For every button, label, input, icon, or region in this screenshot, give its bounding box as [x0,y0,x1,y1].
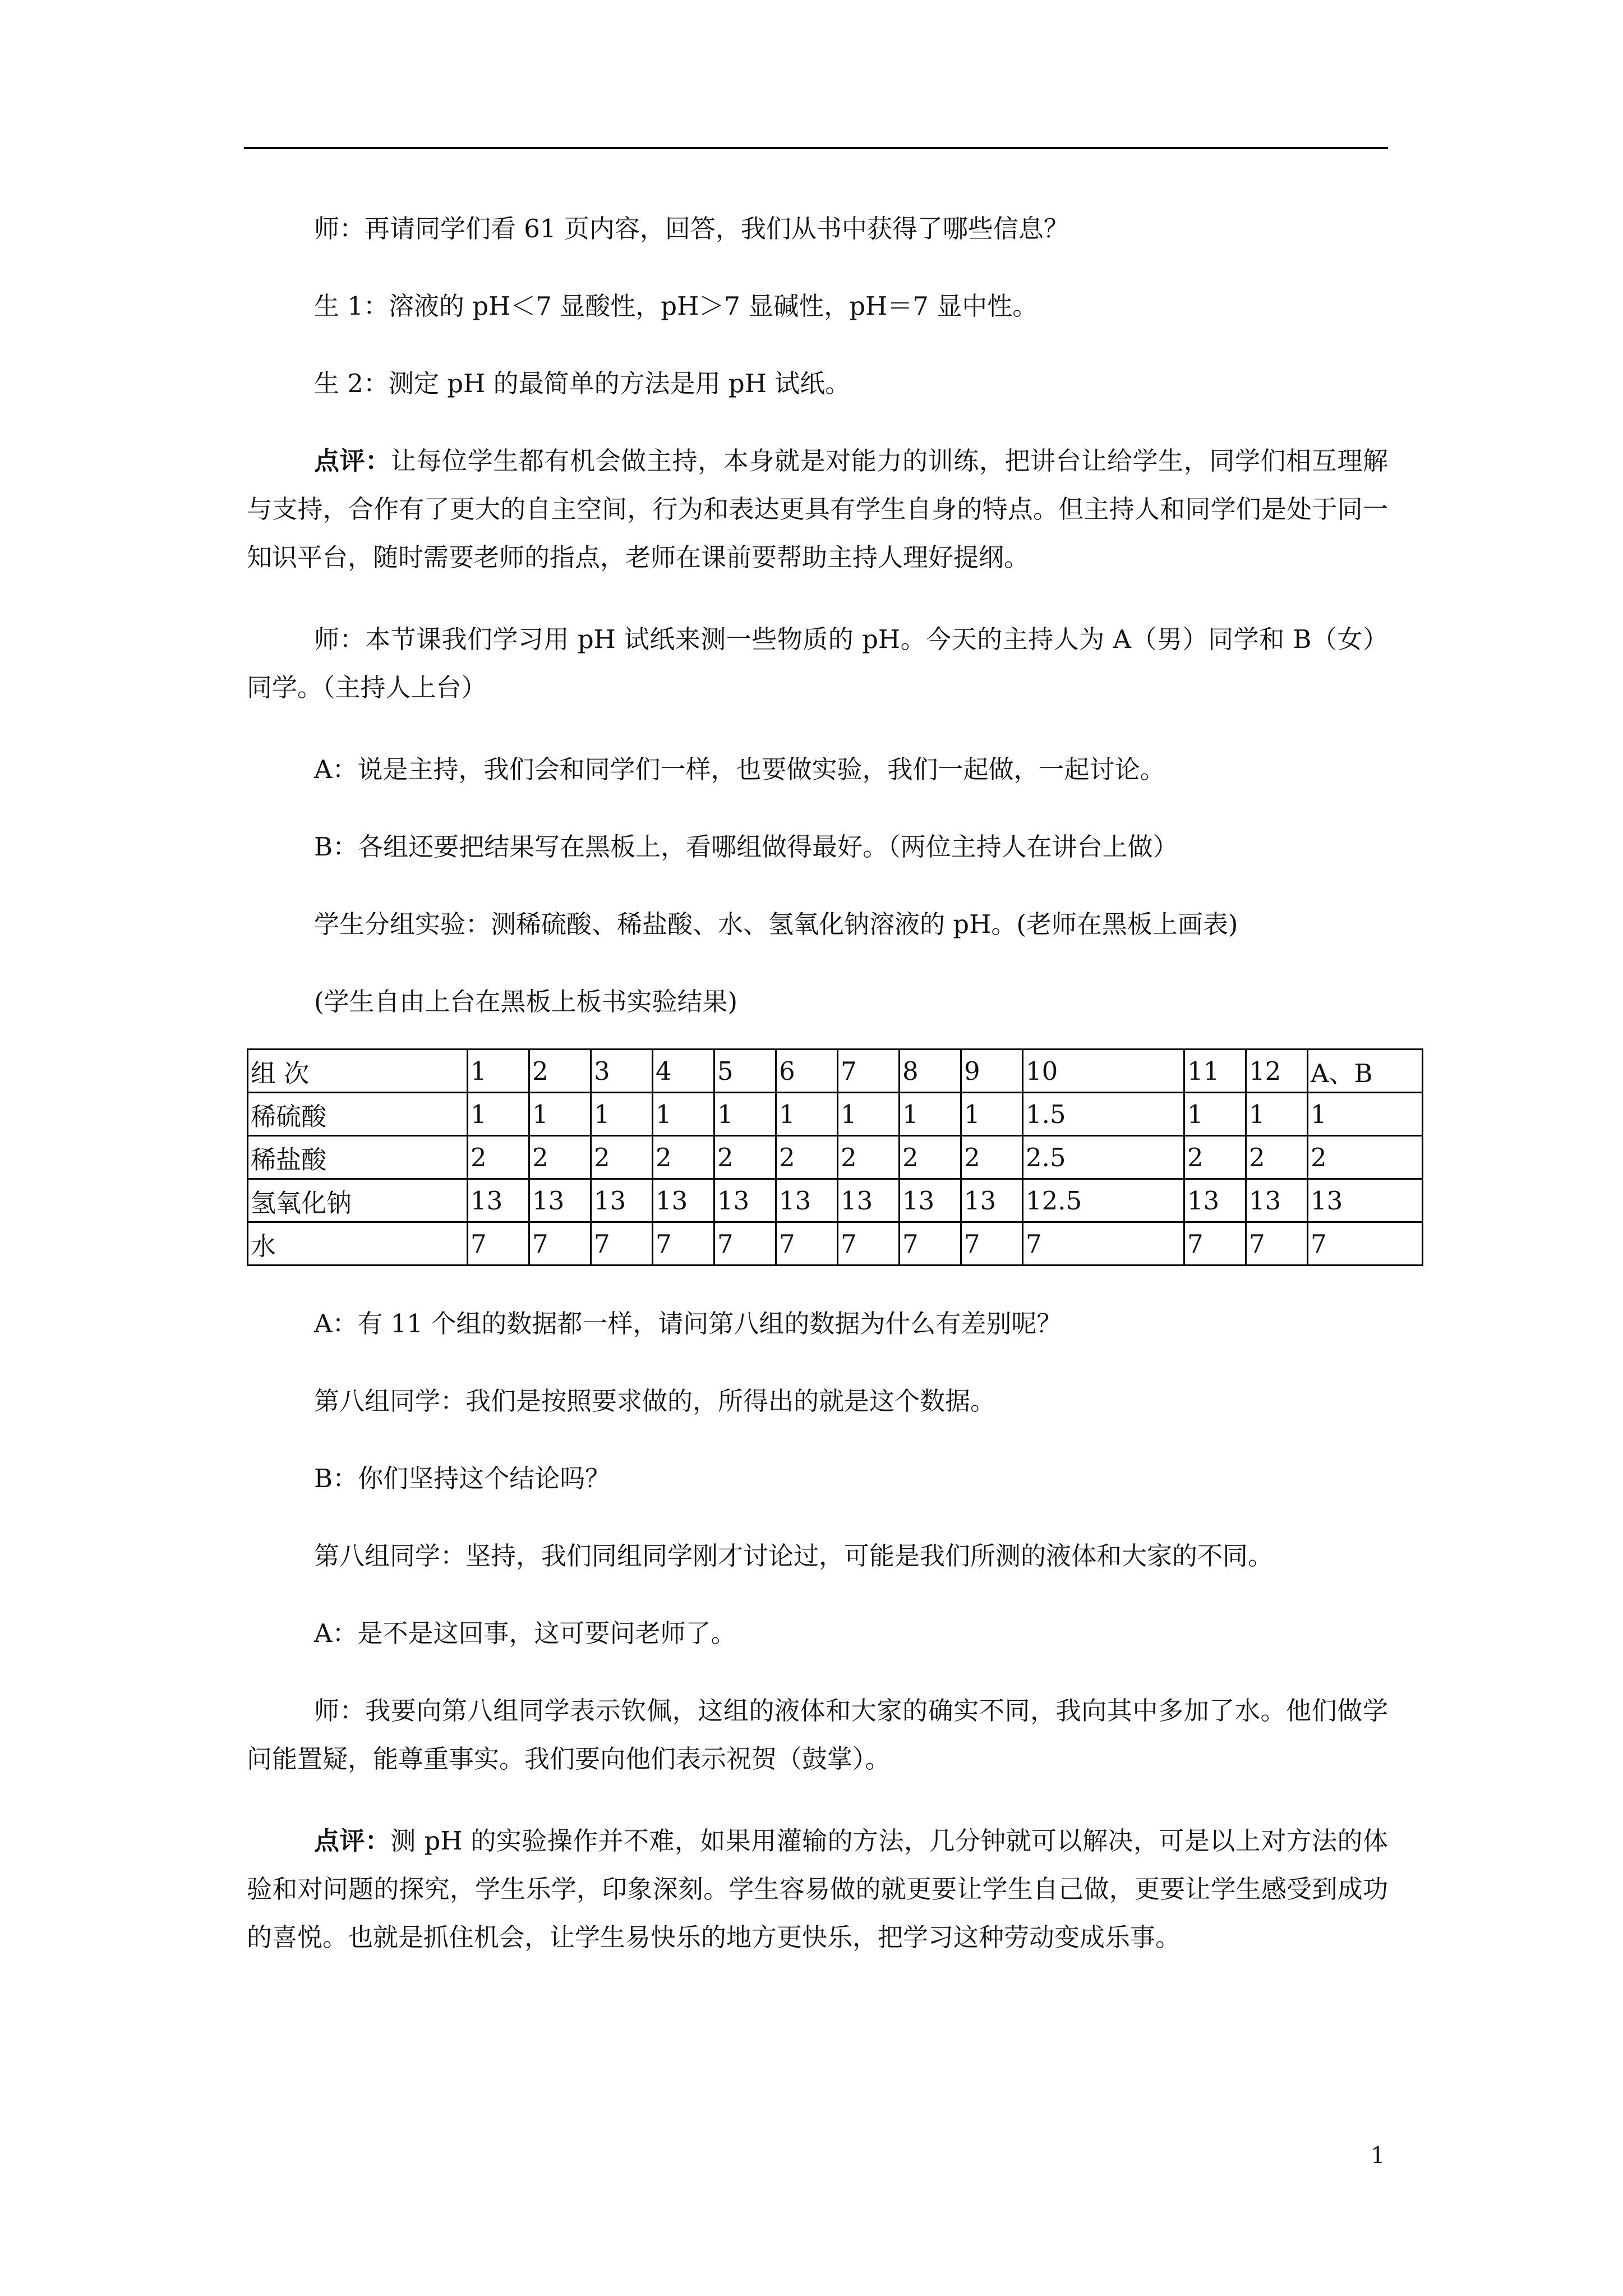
table-cell: 2 [838,1136,900,1179]
paragraph-teacher-answer: 师：我要向第八组同学表示钦佩，这组的液体和大家的确实不同，我向其中多加了水。他们做学问能置疑，能尊重事实。我们要向他们表示祝贺（鼓掌）。 [247,1696,1388,1774]
table-cell: 13 [591,1179,653,1222]
table-cell: 2 [1308,1136,1423,1179]
paragraph-host-b-question: B：你们坚持这个结论吗？ [314,1464,611,1493]
table-row-label: 水 [248,1222,468,1266]
table-cell: 10 [1023,1050,1184,1093]
comment-text: 让每位学生都有机会做主持，本身就是对能力的训练，把讲台让给学生，同学们相互理解与支持，合作有了更大的自主空间，行为和表达更具有学生自身的特点。但主持人和同学们是处于同一知识平台，随时需要老师的指点，老师在课前要帮助主持人理好提纲。 [247,446,1388,572]
table-row-label: 氢氧化钠 [248,1179,468,1222]
comment-label: 点评： [314,446,391,476]
table-cell: 2 [468,1136,529,1179]
table-cell: 12 [1246,1050,1308,1093]
table-cell: 7 [900,1222,961,1266]
table-cell: 7 [529,1222,591,1266]
header-rule [244,147,1388,149]
table-cell: 7 [468,1222,529,1266]
table-cell: 1 [961,1093,1023,1136]
table-row [248,1179,1423,1222]
table-cell: 2 [961,1136,1023,1179]
table-cell: 13 [838,1179,900,1222]
table-cell: 1 [776,1093,838,1136]
paragraph-group8-insist: 第八组同学：坚持，我们同组同学刚才讨论过，可能是我们所测的液体和大家的不同。 [314,1541,1274,1571]
table-cell: 1 [529,1093,591,1136]
table-row [248,1222,1423,1266]
table-cell: 11 [1184,1050,1246,1093]
table-cell: 1 [1246,1093,1308,1136]
table-header-row [248,1050,1423,1093]
table-cell: 2.5 [1023,1136,1184,1179]
table-cell: 7 [653,1222,714,1266]
table-cell: 7 [838,1050,900,1093]
table-cell: 2 [776,1136,838,1179]
results-table [247,1048,1423,1266]
paragraph-comment-2 [247,1817,1388,1962]
table-cell: 1 [900,1093,961,1136]
paragraph-comment-1 [247,437,1388,582]
table-cell: 2 [900,1136,961,1179]
table-cell: 13 [529,1179,591,1222]
table-cell: 7 [838,1222,900,1266]
table-cell: 1 [714,1093,776,1136]
table-row-label: 稀硫酸 [248,1093,468,1136]
paragraph-host-a-question: A：有 11 个组的数据都一样，请问第八组的数据为什么有差别呢？ [314,1309,1062,1338]
table-cell: 1 [653,1093,714,1136]
table-cell: 8 [900,1050,961,1093]
table-cell: 13 [1308,1179,1423,1222]
table-row [248,1136,1423,1179]
table-cell: 7 [1308,1222,1423,1266]
page-number: 1 [1371,2143,1385,2169]
table-cell: 7 [1184,1222,1246,1266]
table-cell: 13 [776,1179,838,1222]
table-row-label: 稀盐酸 [248,1136,468,1179]
table-cell: 2 [1246,1136,1308,1179]
table-cell: 6 [776,1050,838,1093]
table-cell: 13 [900,1179,961,1222]
paragraph-student-2: 生 2：测定 pH 的最简单的方法是用 pH 试纸。 [314,369,851,398]
table-cell: 13 [714,1179,776,1222]
table-cell: 7 [961,1222,1023,1266]
table-cell: 3 [591,1050,653,1093]
table-row-label: 组 次 [248,1050,468,1093]
comment-text: 测 pH 的实验操作并不难，如果用灌输的方法，几分钟就可以解决，可是以上对方法的体验和对问题的探究，学生乐学，印象深刻。学生容易做的就更要让学生自己做，更要让学生感受到成功的喜悦。也就是抓住机会，让学生易快乐的地方更快乐，把学习这种劳动变成乐事。 [247,1826,1388,1952]
paragraph-teacher-question: 师：再请同学们看 61 页内容，回答，我们从书中获得了哪些信息？ [314,214,1069,243]
table-cell: 2 [591,1136,653,1179]
table-cell: 7 [1246,1222,1308,1266]
table-cell: 7 [714,1222,776,1266]
table-cell: 1.5 [1023,1093,1184,1136]
table-cell: 7 [776,1222,838,1266]
table-row [248,1093,1423,1136]
table-cell: 2 [653,1136,714,1179]
table-cell: 13 [961,1179,1023,1222]
table-cell: 2 [529,1050,591,1093]
table-cell: 12.5 [1023,1179,1184,1222]
table-cell: 1 [468,1050,529,1093]
paragraph-student-1: 生 1：溶液的 pH＜7 显酸性，pH＞7 显碱性，pH＝7 显中性。 [314,291,1038,321]
paragraph-host-a: A：说是主持，我们会和同学们一样，也要做实验，我们一起做，一起讨论。 [314,754,1165,784]
paragraph-group-experiment: 学生分组实验：测稀硫酸、稀盐酸、水、氢氧化钠溶液的 pH。(老师在黑板上画表) [314,909,1238,939]
table-cell: 1 [838,1093,900,1136]
table-cell: 2 [714,1136,776,1179]
table-cell: 1 [1184,1093,1246,1136]
table-cell: 13 [468,1179,529,1222]
table-cell: 7 [591,1222,653,1266]
table-cell: 2 [529,1136,591,1179]
paragraph-host-b: B：各组还要把结果写在黑板上，看哪组做得最好。（两位主持人在讲台上做） [314,832,1178,862]
table-cell: 13 [1246,1179,1308,1222]
paragraph-group8-reply: 第八组同学：我们是按照要求做的，所得出的就是这个数据。 [314,1386,996,1416]
paragraph-teacher-intro: 师：本节课我们学习用 pH 试纸来测一些物质的 pH。今天的主持人为 A（男）同学和 B（女）同学。（主持人上台） [247,624,1388,702]
table-cell: 7 [1023,1222,1184,1266]
paragraph-board-results: (学生自由上台在黑板上板书实验结果) [314,987,738,1016]
table-cell: 5 [714,1050,776,1093]
table-cell: 13 [1184,1179,1246,1222]
table-cell: 9 [961,1050,1023,1093]
table-cell: A、B [1308,1050,1423,1093]
table-cell: 1 [1308,1093,1423,1136]
document-body [247,205,1388,1991]
comment-label: 点评： [314,1826,391,1856]
table-cell: 1 [468,1093,529,1136]
table-cell: 1 [591,1093,653,1136]
table-cell: 4 [653,1050,714,1093]
table-cell: 2 [1184,1136,1246,1179]
table-cell: 13 [653,1179,714,1222]
paragraph-host-a-ask-teacher: A：是不是这回事，这可要问老师了。 [314,1618,736,1648]
